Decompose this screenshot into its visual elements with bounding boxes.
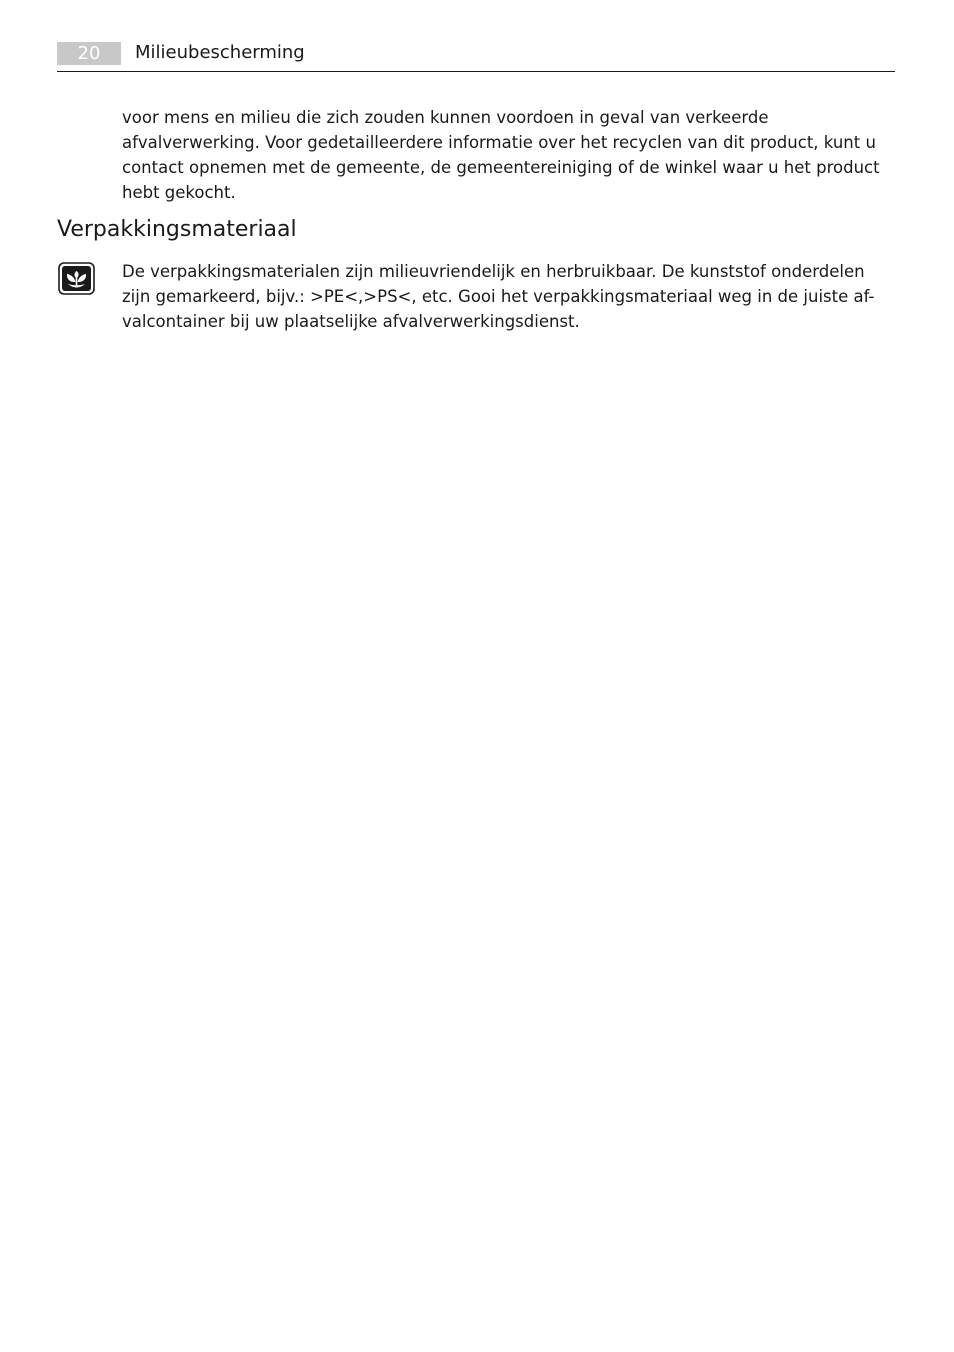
paragraph-line: contact opnemen met de gemeente, de gemeentereiniging of de winkel waar u het product: [122, 158, 880, 177]
paragraph-line: hebt gekocht.: [122, 183, 236, 202]
intro-paragraph: [122, 105, 897, 205]
page-header: [57, 40, 895, 72]
environment-leaf-icon: [58, 262, 95, 295]
section-title: Milieubescherming: [135, 42, 305, 63]
paragraph-line: zijn gemarkeerd, bijv.: >PE<,>PS<, etc. Gooi het verpakkingsmateriaal weg in de juiste af-: [122, 287, 875, 306]
packaging-paragraph: [122, 259, 897, 334]
paragraph-line: voor mens en milieu die zich zouden kunnen voordoen in geval van verkeerde: [122, 108, 769, 127]
page-number: 20: [57, 42, 121, 65]
section-heading: Verpakkingsmateriaal: [57, 217, 297, 242]
paragraph-line: valcontainer bij uw plaatselijke afvalverwerkingsdienst.: [122, 312, 580, 331]
paragraph-line: afvalverwerking. Voor gedetailleerdere informatie over het recyclen van dit product, kunt u: [122, 133, 876, 152]
paragraph-line: De verpakkingsmaterialen zijn milieuvriendelijk en herbruikbaar. De kunststof onderdelen: [122, 262, 865, 281]
